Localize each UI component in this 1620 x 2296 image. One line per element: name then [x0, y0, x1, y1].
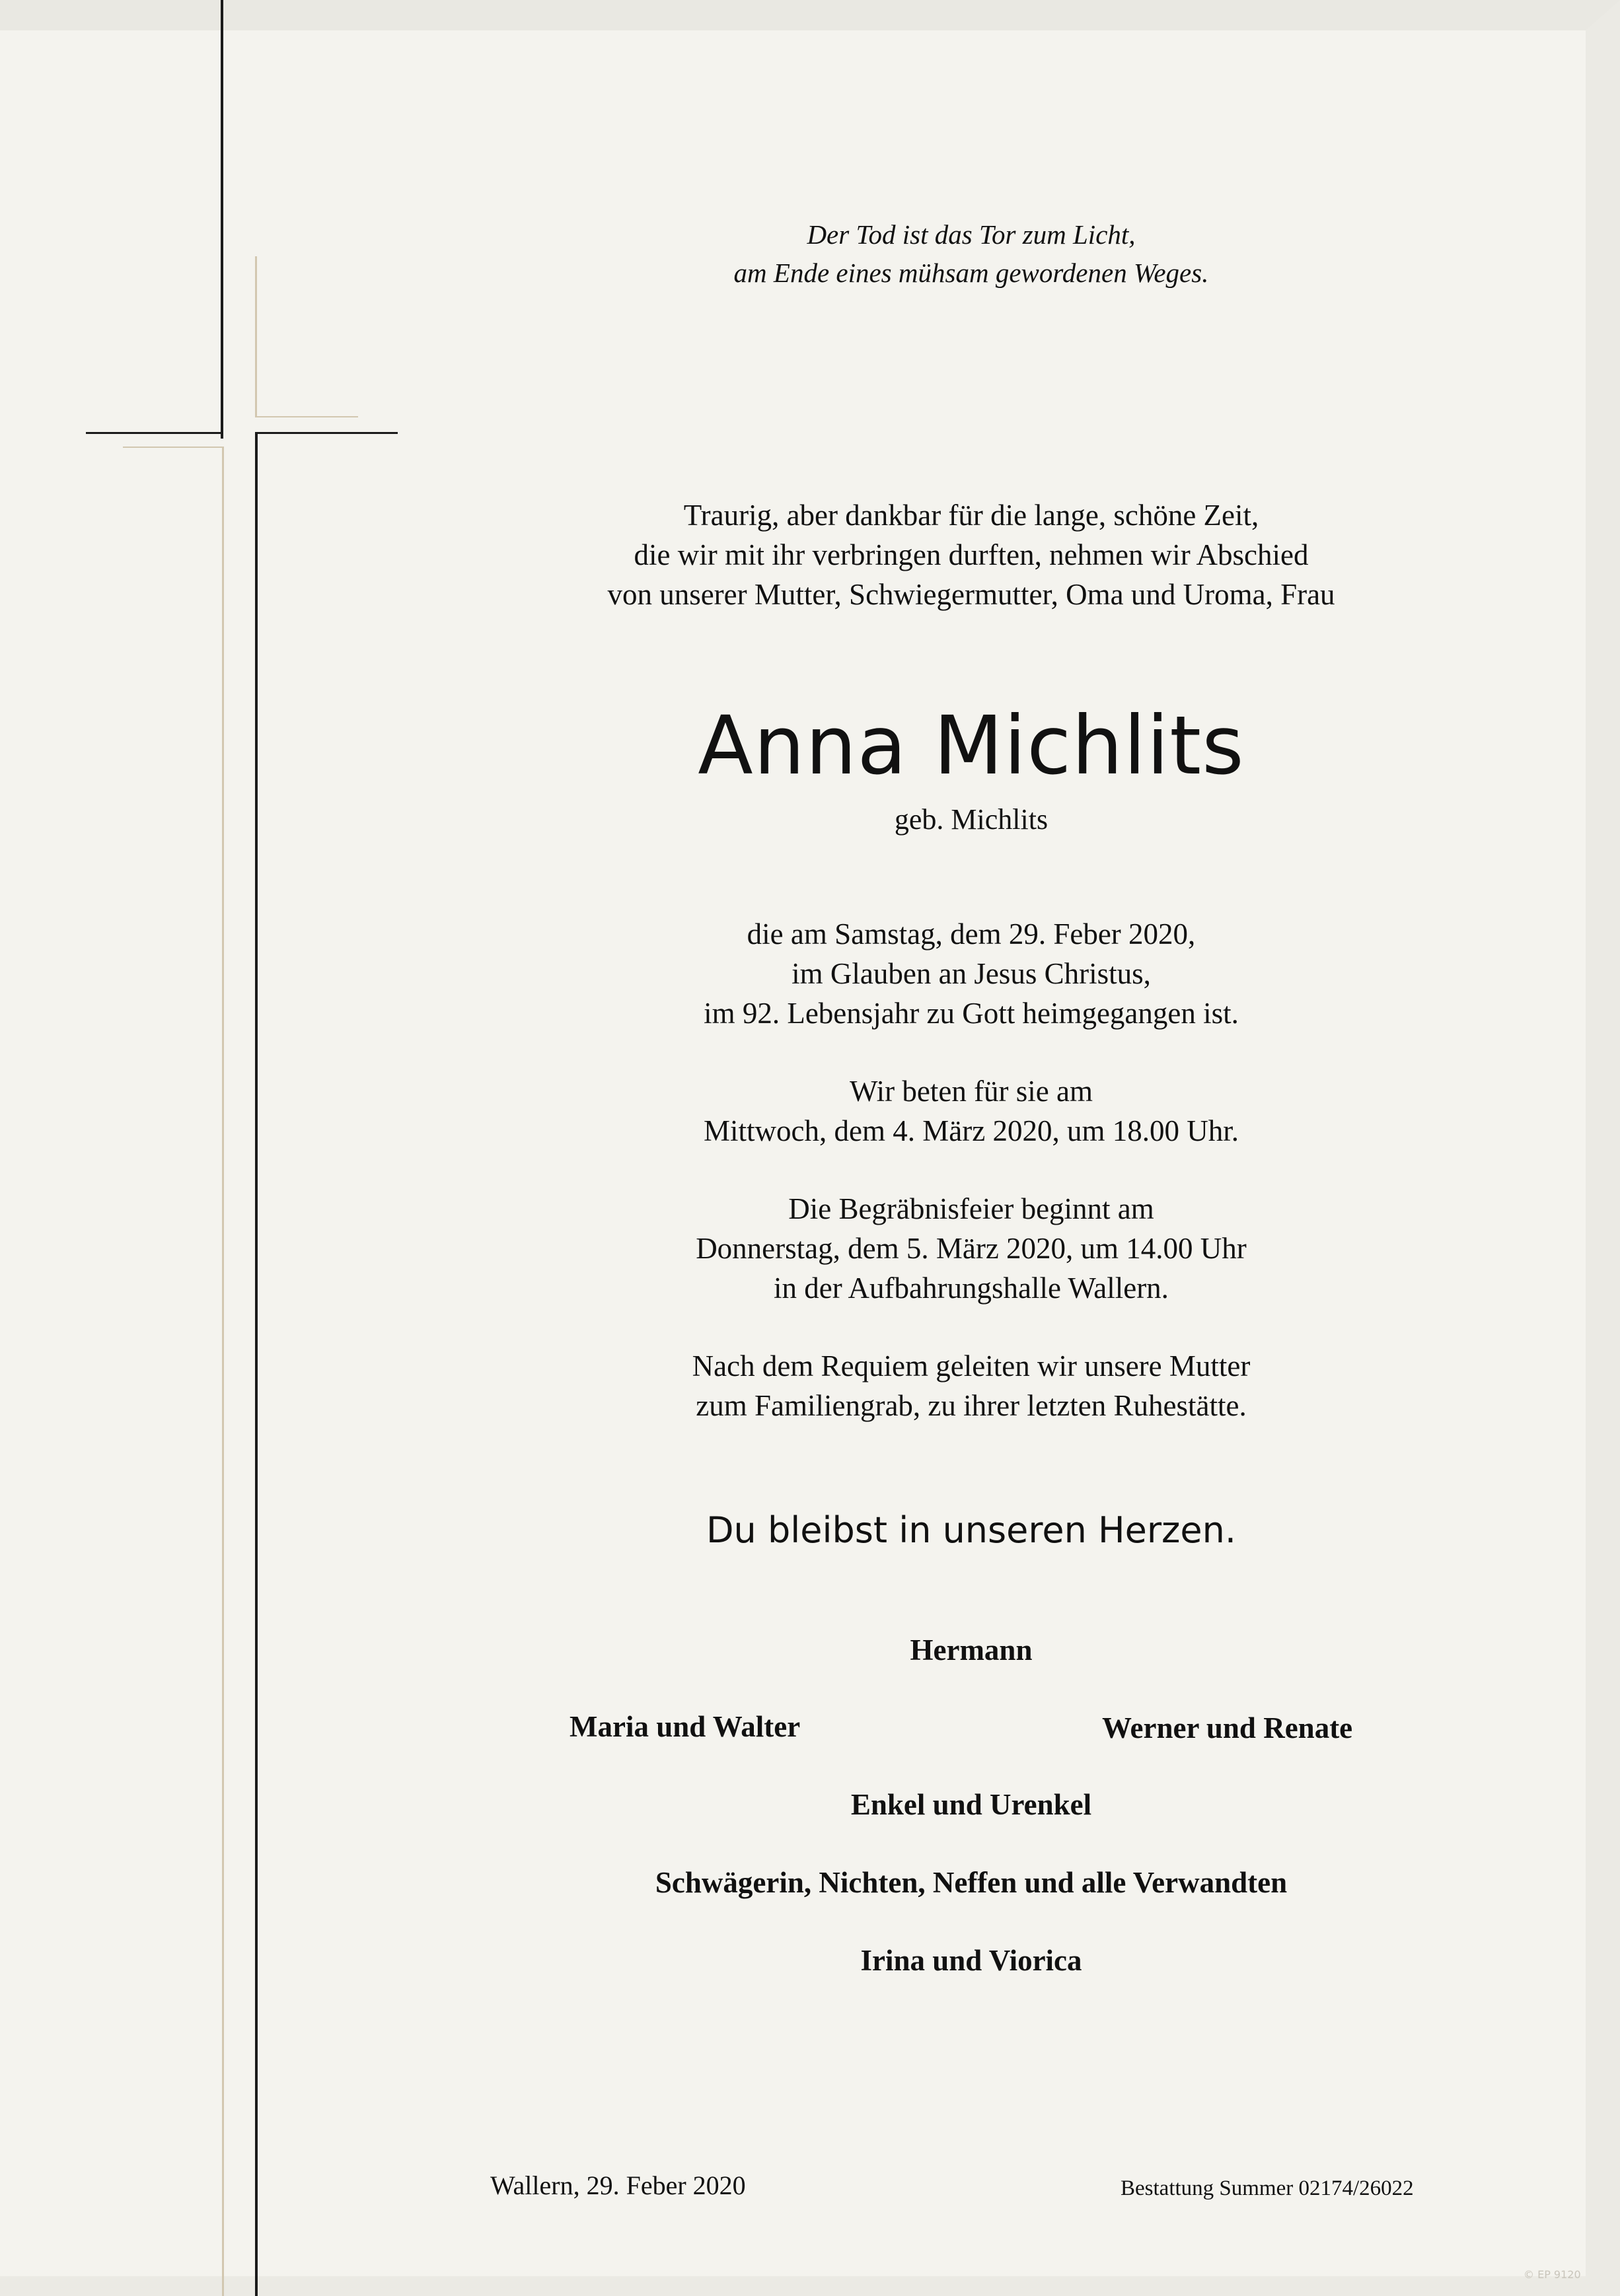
mourner-child-left: Maria und Walter — [570, 1710, 801, 1743]
requiem-line: Nach dem Requiem geleiten wir unsere Mutter — [692, 1349, 1251, 1382]
funeral-line: Die Begräbnisfeier beginnt am — [788, 1192, 1154, 1225]
death-line: im Glauben an Jesus Christus, — [792, 957, 1151, 990]
intro-line: Traurig, aber dankbar für die lange, schöne Zeit, — [683, 499, 1259, 532]
intro-line: die wir mit ihr verbringen durften, nehmen wir Abschied — [634, 538, 1309, 571]
cross-right-vertical — [255, 432, 258, 2296]
place-date: Wallern, 29. Feber 2020 — [490, 2170, 746, 2200]
funeral-line: Donnerstag, dem 5. März 2020, um 14.00 Uhr — [696, 1232, 1247, 1265]
requiem-line: zum Familiengrab, zu ihrer letzten Ruhestätte. — [696, 1389, 1247, 1422]
cross-gold-lower-vertical — [222, 447, 224, 2296]
mourner-relatives: Schwägerin, Nichten, Neffen und alle Verwandten — [655, 1866, 1288, 1899]
mourner-child-right: Werner und Renate — [1102, 1711, 1353, 1744]
deceased-name: Anna Michlits — [698, 699, 1245, 793]
mourner-others: Irina und Viorica — [860, 1944, 1082, 1977]
mourner-spouse: Hermann — [910, 1633, 1033, 1667]
cross-gold-lower-horizontal — [123, 447, 223, 448]
death-notice — [449, 914, 1493, 1033]
quote-line: Der Tod ist das Tor zum Licht, — [807, 219, 1136, 250]
prayer-notice — [449, 1071, 1493, 1151]
opening-quote — [449, 215, 1493, 292]
intro-text — [449, 495, 1493, 614]
watermark: © EP 9120 — [1524, 2268, 1581, 2281]
prayer-line: Wir beten für sie am — [849, 1075, 1093, 1108]
funeral-line: in der Aufbahrungshalle Wallern. — [774, 1272, 1169, 1305]
requiem-notice — [449, 1346, 1493, 1425]
quote-line: am Ende eines mühsam gewordenen Weges. — [733, 258, 1209, 288]
cross-left-horizontal — [86, 432, 222, 434]
funeral-notice — [449, 1189, 1493, 1308]
prayer-line: Mittwoch, dem 4. März 2020, um 18.00 Uhr. — [704, 1114, 1239, 1147]
undertaker-info: Bestattung Summer 02174/26022 — [1121, 2176, 1414, 2200]
death-line: im 92. Lebensjahr zu Gott heimgegangen ist. — [704, 997, 1239, 1030]
intro-line: von unserer Mutter, Schwiegermutter, Oma und Uroma, Frau — [607, 578, 1335, 611]
cross-right-horizontal — [255, 432, 398, 434]
cross-gold-upper-vertical — [255, 256, 257, 417]
closing-phrase: Du bleibst in unseren Herzen. — [706, 1509, 1237, 1551]
cross-gold-upper-horizontal — [255, 416, 358, 417]
birth-name: geb. Michlits — [894, 803, 1049, 836]
mourner-grandchildren: Enkel und Urenkel — [850, 1788, 1092, 1821]
death-line: die am Samstag, dem 29. Feber 2020, — [747, 917, 1196, 951]
cross-left-vertical — [221, 0, 223, 439]
